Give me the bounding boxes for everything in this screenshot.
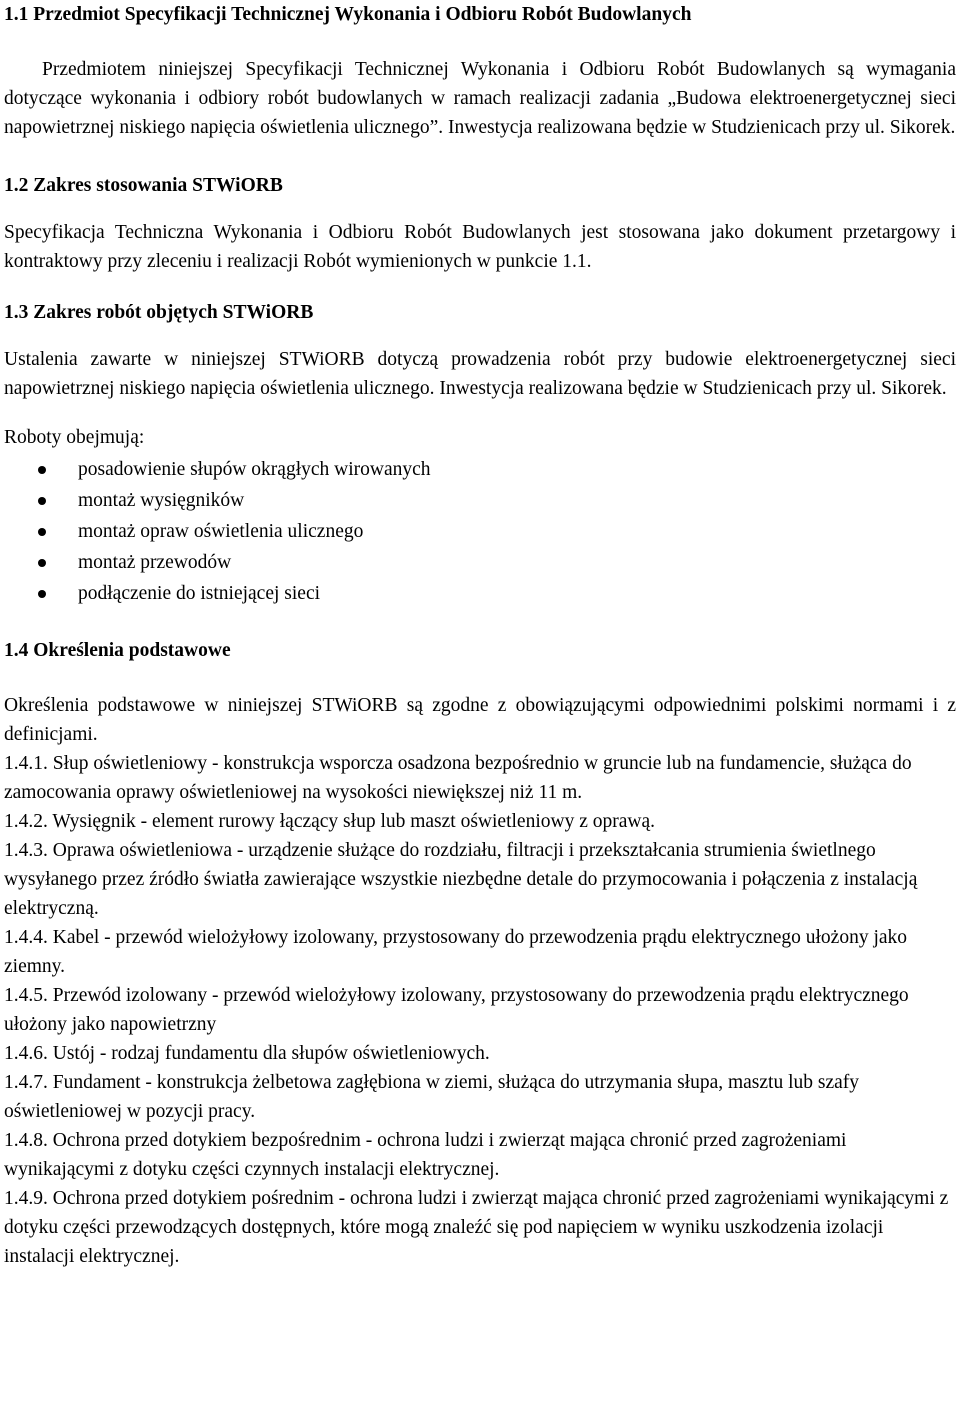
list-item-text: podłączenie do istniejącej sieci (78, 583, 321, 604)
definition-1-4-9: 1.4.9. Ochrona przed dotykiem pośrednim - ochrona ludzi i zwierząt mająca chronić przed zagrożeniami wynikającymi z dotyku części przewodzących dostępnych, które mogą znaleźć się pod napięciem w wyniku uszkodzenia izolacji instalacji elektrycznej. (4, 1188, 949, 1267)
document-page (4, 0, 956, 1271)
bullet-icon (38, 466, 46, 474)
definition-1-4-5: 1.4.5. Przewód izolowany - przewód wielożyłowy izolowany, przystosowany do przewodzenia prądu elektrycznego ułożony jako napowietrzny (4, 985, 909, 1035)
list-item (4, 485, 956, 516)
section-1-2-title: 1.2 Zakres stosowania STWiORB (4, 175, 283, 196)
list-item (4, 454, 956, 485)
bullet-icon (38, 528, 46, 536)
list-item-text: posadowienie słupów okrągłych wirowanych (78, 459, 431, 480)
definition-1-4-6: 1.4.6. Ustój - rodzaj fundamentu dla słupów oświetleniowych. (4, 1043, 490, 1064)
section-1-3-body: Ustalenia zawarte w niniejszej STWiORB dotyczą prowadzenia robót przy budowie elektroenergetycznej sieci napowietrznej niskiego napięcia oświetlenia ulicznego. Inwestycja realizowana będzie w Studzienicach przy ul. Sikorek. (4, 349, 956, 399)
list-item-text: montaż opraw oświetlenia ulicznego (78, 521, 364, 542)
section-1-4-body: Określenia podstawowe w niniejszej STWiORB są zgodne z obowiązującymi odpowiednimi polskimi normami i z definicjami. (4, 695, 956, 745)
section-1-4-title: 1.4 Określenia podstawowe (4, 640, 231, 661)
list-item-text: montaż wysięgników (78, 490, 245, 511)
definition-1-4-3: 1.4.3. Oprawa oświetleniowa - urządzenie służące do rozdziału, filtracji i przekształcania strumienia świetlnego wysyłanego przez źródło światła zawierające wszystkie niezbędne detale do przymocowania i połączenia z instalacją elektryczną. (4, 840, 918, 919)
definition-1-4-2: 1.4.2. Wysięgnik - element rurowy łączący słup lub maszt oświetleniowy z oprawą. (4, 811, 655, 832)
works-list (4, 454, 956, 609)
list-item (4, 578, 956, 609)
bullet-icon (38, 497, 46, 505)
section-1-2-body: Specyfikacja Techniczna Wykonania i Odbioru Robót Budowlanych jest stosowana jako dokument przetargowy i kontraktowy przy zleceniu i realizacji Robót wymienionych w punkcie 1.1. (4, 222, 956, 272)
works-intro: Roboty obejmują: (4, 427, 145, 448)
section-1-3-title: 1.3 Zakres robót objętych STWiORB (4, 302, 314, 323)
definition-1-4-4: 1.4.4. Kabel - przewód wielożyłowy izolowany, przystosowany do przewodzenia prądu elektrycznego ułożony jako ziemny. (4, 927, 908, 977)
list-item (4, 516, 956, 547)
definition-1-4-7: 1.4.7. Fundament - konstrukcja żelbetowa zagłębiona w ziemi, służąca do utrzymania słupa, masztu lub szafy oświetleniowej w pozycji pracy. (4, 1072, 860, 1122)
bullet-icon (38, 559, 46, 567)
list-item (4, 547, 956, 578)
section-1-1-title: 1.1 Przedmiot Specyfikacji Technicznej Wykonania i Odbioru Robót Budowlanych (4, 4, 692, 25)
definition-1-4-1: 1.4.1. Słup oświetleniowy - konstrukcja wsporcza osadzona bezpośrednio w gruncie lub na fundamencie, służąca do zamocowania oprawy oświetleniowej na wysokości niewiększej niż 11 m. (4, 753, 912, 803)
definition-1-4-8: 1.4.8. Ochrona przed dotykiem bezpośrednim - ochrona ludzi i zwierząt mająca chronić przed zagrożeniami wynikającymi z dotyku części czynnych instalacji elektrycznej. (4, 1130, 847, 1180)
section-1-1-body: Przedmiotem niniejszej Specyfikacji Technicznej Wykonania i Odbioru Robót Budowlanych są wymagania dotyczące wykonania i odbiory robót budowlanych w ramach realizacji zadania „Budowa elektroenergetycznej sieci napowietrznej niskiego napięcia oświetlenia ulicznego”. Inwestycja realizowana będzie w Studzienicach przy ul. Sikorek. (4, 59, 956, 138)
list-item-text: montaż przewodów (78, 552, 232, 573)
bullet-icon (38, 590, 46, 598)
